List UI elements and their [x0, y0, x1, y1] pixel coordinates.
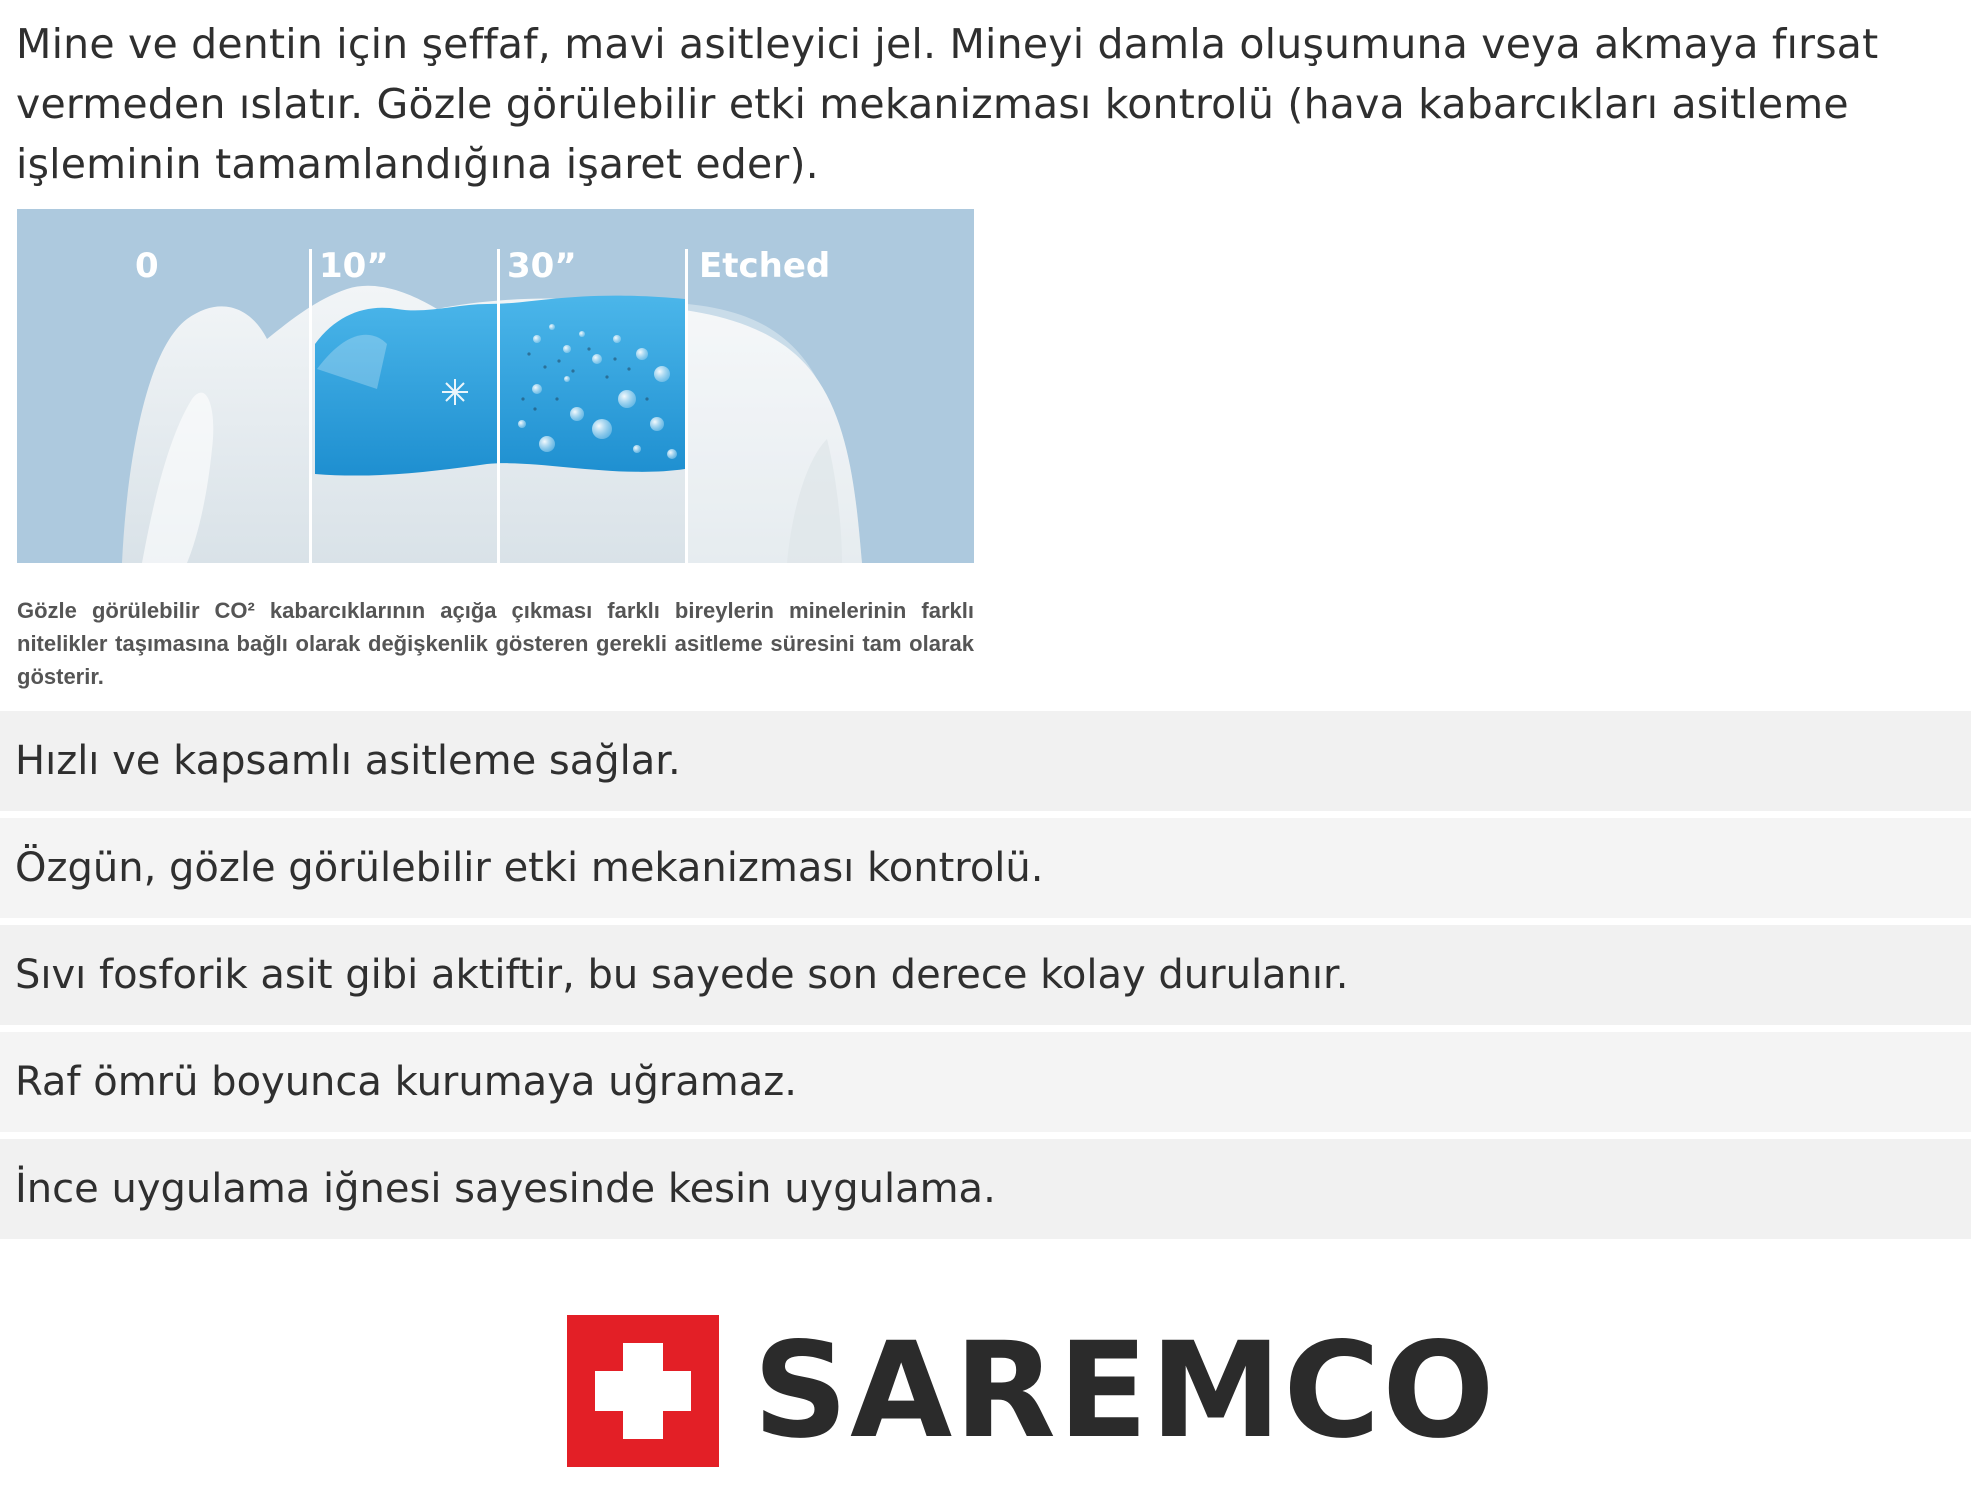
divider-2	[497, 249, 500, 563]
feature-item: Sıvı fosforik asit gibi aktiftir, bu sayede son derece kolay durulanır.	[0, 925, 1971, 1032]
saremco-logo	[567, 1314, 1497, 1468]
label-10s: 10”	[319, 246, 389, 286]
swiss-cross-icon	[567, 1315, 719, 1467]
feature-item: İnce uygulama iğnesi sayesinde kesin uygulama.	[0, 1139, 1971, 1246]
figure-caption: Gözle görülebilir CO² kabarcıklarının açığa çıkması farklı bireylerin minelerinin farklı nitelikler taşımasına bağlı olarak değişkenlik gösteren gerekli asitleme süresini tam olarak gösterir.	[17, 598, 974, 689]
feature-item: Hızlı ve kapsamlı asitleme sağlar.	[0, 711, 1971, 818]
logo-wordmark: SAREMCO	[753, 1314, 1497, 1468]
tooth-etching-diagram	[17, 209, 974, 563]
label-etched: Etched	[699, 246, 831, 286]
divider-1	[309, 249, 312, 563]
feature-list	[0, 711, 1971, 1246]
label-30s: 30”	[507, 246, 577, 286]
divider-3	[685, 249, 688, 563]
feature-item: Raf ömrü boyunca kurumaya uğramaz.	[0, 1032, 1971, 1139]
label-0: 0	[135, 246, 159, 286]
intro-paragraph: Mine ve dentin için şeffaf, mavi asitleyici jel. Mineyi damla oluşumuna veya akmaya fırsat vermeden ıslatır. Gözle görülebilir etki mekanizması kontrolü (hava kabarcıkları asitleme işleminin tamamlandığına işaret eder).	[16, 20, 1879, 188]
etching-illustration	[17, 209, 974, 563]
feature-item: Özgün, gözle görülebilir etki mekanizması kontrolü.	[0, 818, 1971, 925]
